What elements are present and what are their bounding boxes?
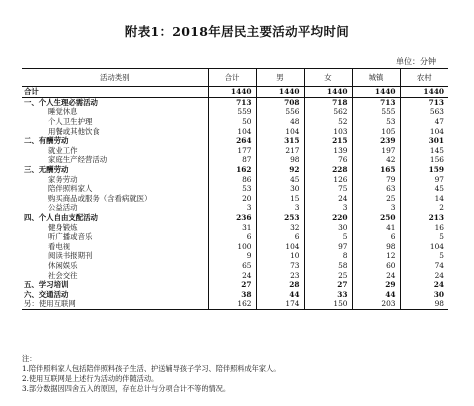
cell-female: 150 bbox=[304, 299, 352, 309]
cell-female: 97 bbox=[304, 242, 352, 252]
cell-total: 559 bbox=[208, 107, 256, 117]
table-row bbox=[22, 87, 448, 98]
table-row bbox=[22, 232, 448, 242]
row-label: 合计 bbox=[22, 87, 208, 98]
cell-total: 264 bbox=[208, 136, 256, 146]
table-row bbox=[22, 165, 448, 175]
cell-female: 139 bbox=[304, 146, 352, 156]
cell-total: 162 bbox=[208, 165, 256, 175]
table-row bbox=[22, 280, 448, 290]
cell-female: 562 bbox=[304, 107, 352, 117]
row-label: 三、无酬劳动 bbox=[24, 165, 69, 175]
cell-female: 25 bbox=[304, 270, 352, 280]
cell-male: 315 bbox=[256, 136, 304, 146]
cell-male: 174 bbox=[256, 299, 304, 309]
cell-male: 23 bbox=[256, 270, 304, 280]
cell-male: 32 bbox=[256, 222, 304, 232]
cell-female: 30 bbox=[304, 222, 352, 232]
cell-total: 104 bbox=[208, 126, 256, 136]
cell-female: 220 bbox=[304, 213, 352, 223]
row-label: 健身锻炼 bbox=[48, 222, 78, 232]
table-row bbox=[22, 299, 448, 309]
note-line-3: 3.部分数据因四舍五入的原因，存在总计与分项合计不等的情况。 bbox=[22, 384, 231, 393]
cell-urban: 25 bbox=[352, 194, 400, 204]
row-label: 看电视 bbox=[48, 241, 71, 251]
cell-male: 104 bbox=[256, 242, 304, 252]
cell-female: 103 bbox=[304, 126, 352, 136]
row-label: 听广播或音乐 bbox=[48, 232, 93, 242]
cell-female: 1440 bbox=[304, 87, 352, 98]
cell-urban: 1440 bbox=[352, 87, 400, 98]
row-label: 另：使用互联网 bbox=[22, 299, 208, 309]
cell-total: 177 bbox=[208, 146, 256, 156]
note-line-1: 1.陪伴照料家人包括陪伴照料孩子生活、护送辅导孩子学习、陪伴照料成年家人。 bbox=[22, 364, 281, 373]
cell-rural: 97 bbox=[400, 174, 448, 184]
row-label: 就业工作 bbox=[48, 145, 78, 155]
cell-rural: 713 bbox=[400, 97, 448, 107]
column-header-category: 活动类别 bbox=[22, 69, 208, 87]
cell-female: 27 bbox=[304, 280, 352, 290]
row-label: 二、有酬劳动 bbox=[24, 136, 69, 146]
table-row bbox=[22, 184, 448, 194]
cell-male: 253 bbox=[256, 213, 304, 223]
table-row bbox=[22, 261, 448, 271]
cell-total: 50 bbox=[208, 117, 256, 127]
cell-urban: 197 bbox=[352, 146, 400, 156]
table-row bbox=[22, 107, 448, 117]
column-header-male: 男 bbox=[256, 69, 304, 87]
cell-male: 217 bbox=[256, 146, 304, 156]
table-row bbox=[22, 146, 448, 156]
row-label: 社会交往 bbox=[48, 270, 78, 280]
table-row bbox=[22, 251, 448, 261]
cell-male: 92 bbox=[256, 165, 304, 175]
activity-time-table bbox=[22, 68, 448, 310]
header-row bbox=[22, 69, 448, 87]
cell-rural: 104 bbox=[400, 242, 448, 252]
table-row bbox=[22, 222, 448, 232]
cell-rural: 24 bbox=[400, 270, 448, 280]
cell-rural: 145 bbox=[400, 146, 448, 156]
cell-male: 98 bbox=[256, 155, 304, 165]
cell-rural: 213 bbox=[400, 213, 448, 223]
row-label: 五、学习培训 bbox=[24, 280, 69, 290]
cell-rural: 563 bbox=[400, 107, 448, 117]
note-line-2: 2.使用互联网是上述行为活动的伴随活动。 bbox=[22, 374, 159, 383]
cell-male: 45 bbox=[256, 174, 304, 184]
cell-urban: 41 bbox=[352, 222, 400, 232]
cell-urban: 79 bbox=[352, 174, 400, 184]
notes bbox=[22, 354, 280, 394]
table-row bbox=[22, 242, 448, 252]
cell-female: 228 bbox=[304, 165, 352, 175]
cell-rural: 16 bbox=[400, 222, 448, 232]
cell-male: 15 bbox=[256, 194, 304, 204]
cell-urban: 24 bbox=[352, 270, 400, 280]
cell-urban: 29 bbox=[352, 280, 400, 290]
cell-rural: 1440 bbox=[400, 87, 448, 98]
row-label: 六、交通活动 bbox=[24, 289, 69, 299]
cell-male: 556 bbox=[256, 107, 304, 117]
cell-female: 8 bbox=[304, 251, 352, 261]
cell-male: 104 bbox=[256, 126, 304, 136]
cell-total: 9 bbox=[208, 251, 256, 261]
cell-total: 65 bbox=[208, 261, 256, 271]
row-label: 一、个人生理必需活动 bbox=[24, 97, 98, 107]
cell-female: 75 bbox=[304, 184, 352, 194]
row-label: 购买商品或服务（含看病就医） bbox=[48, 193, 152, 203]
row-label: 家庭生产经营活动 bbox=[48, 155, 108, 165]
cell-urban: 3 bbox=[352, 203, 400, 213]
table-body bbox=[22, 87, 448, 310]
cell-total: 27 bbox=[208, 280, 256, 290]
cell-rural: 47 bbox=[400, 117, 448, 127]
table-row bbox=[22, 213, 448, 223]
cell-total: 87 bbox=[208, 155, 256, 165]
cell-female: 33 bbox=[304, 289, 352, 299]
cell-female: 718 bbox=[304, 97, 352, 107]
column-header-rural: 农村 bbox=[400, 69, 448, 87]
column-header-female: 女 bbox=[304, 69, 352, 87]
column-header-urban: 城镇 bbox=[352, 69, 400, 87]
cell-rural: 24 bbox=[400, 280, 448, 290]
row-label: 家务劳动 bbox=[48, 174, 78, 184]
cell-total: 1440 bbox=[208, 87, 256, 98]
cell-female: 58 bbox=[304, 261, 352, 271]
table-row bbox=[22, 174, 448, 184]
cell-rural: 98 bbox=[400, 299, 448, 309]
cell-urban: 60 bbox=[352, 261, 400, 271]
cell-urban: 239 bbox=[352, 136, 400, 146]
cell-female: 215 bbox=[304, 136, 352, 146]
cell-rural: 159 bbox=[400, 165, 448, 175]
row-label: 四、个人自由支配活动 bbox=[24, 213, 98, 223]
cell-rural: 45 bbox=[400, 184, 448, 194]
cell-urban: 42 bbox=[352, 155, 400, 165]
row-label: 个人卫生护理 bbox=[48, 117, 93, 127]
row-label: 睡觉休息 bbox=[48, 107, 78, 117]
table-row bbox=[22, 203, 448, 213]
cell-total: 24 bbox=[208, 270, 256, 280]
cell-urban: 63 bbox=[352, 184, 400, 194]
row-label: 公益活动 bbox=[48, 203, 78, 213]
cell-rural: 5 bbox=[400, 232, 448, 242]
cell-urban: 250 bbox=[352, 213, 400, 223]
cell-total: 6 bbox=[208, 232, 256, 242]
cell-male: 1440 bbox=[256, 87, 304, 98]
cell-male: 6 bbox=[256, 232, 304, 242]
cell-urban: 98 bbox=[352, 242, 400, 252]
cell-urban: 165 bbox=[352, 165, 400, 175]
table-row bbox=[22, 97, 448, 107]
cell-total: 38 bbox=[208, 289, 256, 299]
row-label: 休闲娱乐 bbox=[48, 260, 78, 270]
cell-rural: 74 bbox=[400, 261, 448, 271]
column-header-total: 合计 bbox=[208, 69, 256, 87]
cell-total: 53 bbox=[208, 184, 256, 194]
cell-female: 126 bbox=[304, 174, 352, 184]
cell-urban: 53 bbox=[352, 117, 400, 127]
cell-urban: 713 bbox=[352, 97, 400, 107]
cell-rural: 30 bbox=[400, 289, 448, 299]
cell-rural: 2 bbox=[400, 203, 448, 213]
cell-urban: 6 bbox=[352, 232, 400, 242]
cell-male: 708 bbox=[256, 97, 304, 107]
cell-urban: 12 bbox=[352, 251, 400, 261]
cell-female: 52 bbox=[304, 117, 352, 127]
table-title: 附表1：2018年居民主要活动平均时间 bbox=[124, 24, 350, 39]
cell-male: 3 bbox=[256, 203, 304, 213]
cell-male: 73 bbox=[256, 261, 304, 271]
cell-rural: 301 bbox=[400, 136, 448, 146]
cell-total: 236 bbox=[208, 213, 256, 223]
cell-rural: 14 bbox=[400, 194, 448, 204]
cell-female: 76 bbox=[304, 155, 352, 165]
cell-rural: 104 bbox=[400, 126, 448, 136]
cell-total: 20 bbox=[208, 194, 256, 204]
table-row bbox=[22, 155, 448, 165]
table-row bbox=[22, 126, 448, 136]
row-label: 用餐或其他饮食 bbox=[48, 126, 100, 136]
notes-label: 注： bbox=[22, 354, 37, 363]
cell-female: 3 bbox=[304, 203, 352, 213]
unit-label: 单位：分钟 bbox=[396, 57, 436, 66]
cell-rural: 156 bbox=[400, 155, 448, 165]
cell-total: 713 bbox=[208, 97, 256, 107]
cell-male: 10 bbox=[256, 251, 304, 261]
cell-total: 162 bbox=[208, 299, 256, 309]
row-label: 阅读书报期刊 bbox=[48, 251, 93, 261]
cell-male: 30 bbox=[256, 184, 304, 194]
cell-male: 48 bbox=[256, 117, 304, 127]
cell-total: 86 bbox=[208, 174, 256, 184]
cell-total: 3 bbox=[208, 203, 256, 213]
cell-male: 28 bbox=[256, 280, 304, 290]
table-row bbox=[22, 117, 448, 127]
cell-female: 5 bbox=[304, 232, 352, 242]
cell-urban: 105 bbox=[352, 126, 400, 136]
cell-rural: 5 bbox=[400, 251, 448, 261]
table-row bbox=[22, 289, 448, 299]
cell-female: 24 bbox=[304, 194, 352, 204]
cell-urban: 44 bbox=[352, 289, 400, 299]
cell-total: 100 bbox=[208, 242, 256, 252]
cell-male: 44 bbox=[256, 289, 304, 299]
row-label: 陪伴照料家人 bbox=[48, 184, 93, 194]
cell-total: 31 bbox=[208, 222, 256, 232]
cell-urban: 555 bbox=[352, 107, 400, 117]
table-row bbox=[22, 270, 448, 280]
table-row bbox=[22, 194, 448, 204]
cell-urban: 203 bbox=[352, 299, 400, 309]
table-row bbox=[22, 136, 448, 146]
